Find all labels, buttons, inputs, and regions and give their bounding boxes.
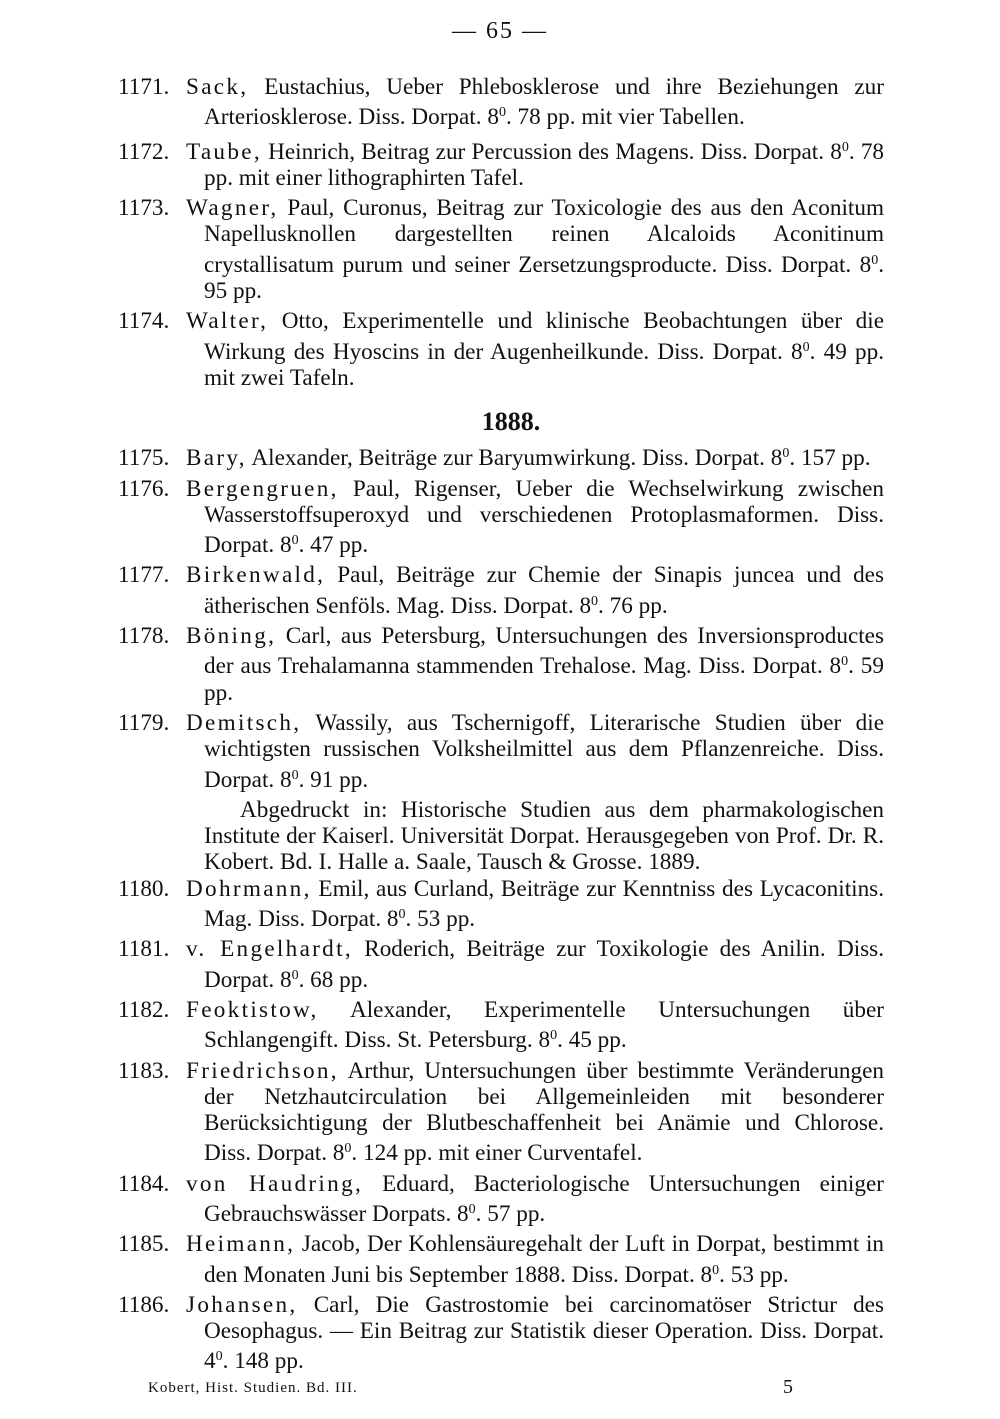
author-name: Bergengruen, bbox=[186, 475, 339, 502]
entry-text-end: . 45 pp. bbox=[557, 1027, 627, 1054]
bibliography-entry bbox=[118, 710, 884, 793]
entry-number: 1179. bbox=[118, 709, 170, 736]
author-name: Feoktistow, bbox=[186, 996, 319, 1023]
entry-text-end: . 53 pp. bbox=[719, 1261, 789, 1288]
footer-signature: Kobert, Hist. Studien. Bd. III. bbox=[148, 1380, 358, 1396]
entry-text: Eduard, Bacteriologische Untersuchungen einiger Gebrauchswässer Dorpats. 8 bbox=[204, 1170, 884, 1227]
entry-number: 1182. bbox=[118, 996, 170, 1023]
year-heading: 1888. bbox=[481, 407, 541, 437]
bibliography-entry bbox=[118, 997, 884, 1054]
entry-text: Paul, Curonus, Beitrag zur Toxicologie des aus den Aconitum Napellusknollen dargestellten reinen Alcaloids Aconitinum crystallisatum purum und seiner Zersetzungsproducte. Diss. Dorpat. 8 bbox=[204, 195, 884, 278]
entry-text-end: . 59 pp. bbox=[204, 653, 884, 706]
entry-text-end: . 78 pp. mit einer lithographirten Tafel. bbox=[204, 138, 885, 191]
degree-symbol: 0 bbox=[712, 1262, 720, 1278]
bibliography-entry bbox=[118, 876, 884, 933]
degree-symbol: 0 bbox=[291, 967, 299, 983]
entry-number: 1171. bbox=[118, 74, 170, 100]
entries-group-c bbox=[118, 876, 884, 1375]
entry-text-end: . 68 pp. bbox=[298, 966, 369, 993]
degree-symbol: 0 bbox=[498, 105, 506, 121]
entry-text-end: . 53 pp. bbox=[405, 906, 476, 933]
bibliography-entry bbox=[118, 1231, 884, 1288]
author-name: Wagner, bbox=[186, 195, 279, 222]
bibliography-entry bbox=[118, 1292, 884, 1375]
author-name: Bary, bbox=[186, 445, 247, 472]
entry-text: Wassily, aus Tschernigoff, Literarische Studien über die wichtigsten russischen Volksheilmittel aus dem Pflanzenreiche. Diss. Dorpat. 8 bbox=[204, 709, 884, 793]
author-name: Dohrmann, bbox=[186, 875, 312, 902]
entries-group-a bbox=[118, 74, 884, 391]
entry-text-end: . 124 pp. mit einer Curventafel. bbox=[351, 1140, 643, 1167]
bibliography-entry bbox=[118, 135, 884, 192]
entry-text: Carl, aus Petersburg, Untersuchungen des Inversionsproductes der aus Trehalamanna stammenden Trehalose. Mag. Diss. Dorpat. 8 bbox=[204, 623, 884, 680]
author-name: Birkenwald, bbox=[186, 562, 326, 589]
degree-symbol: 0 bbox=[550, 1028, 558, 1044]
author-name: von Haudring, bbox=[186, 1170, 364, 1197]
entry-text-end: . 49 pp. mit zwei Tafeln. bbox=[204, 338, 884, 391]
degree-symbol: 0 bbox=[468, 1201, 476, 1217]
entry-text: Alexander, Beiträge zur Baryumwirkung. Diss. Dorpat. 8 bbox=[246, 445, 783, 472]
entry-number: 1174. bbox=[118, 308, 170, 335]
entry-number: 1183. bbox=[118, 1057, 170, 1084]
entry-text: Paul, Beiträge zur Chemie der Sinapis juncea und des ätherischen Senföls. Mag. Diss. Dorpat. 8 bbox=[204, 562, 884, 619]
entry-text: Jacob, Der Kohlensäuregehalt der Luft in Dorpat, bestimmt in den Monaten Juni bis September 1888. Diss. Dorpat. 8 bbox=[204, 1231, 884, 1288]
entry-text-end: . 57 pp. bbox=[475, 1200, 546, 1227]
entry-text: Paul, Rigenser, Ueber die Wechselwirkung zwischen Wasserstoffsuperoxyd und verschiedenen Protoplasmaformen. Diss. Dorpat. 8 bbox=[204, 475, 884, 559]
entry-number: 1176. bbox=[118, 475, 170, 502]
degree-symbol: 0 bbox=[344, 1141, 352, 1157]
bibliography-entry bbox=[118, 623, 884, 706]
entry-number: 1186. bbox=[118, 1291, 170, 1318]
entry-text: Alexander, Experimentelle Untersuchungen über Schlangengift. Diss. St. Petersburg. 8 bbox=[204, 996, 884, 1054]
degree-symbol: 0 bbox=[841, 139, 849, 155]
entry-number: 1172. bbox=[118, 138, 170, 165]
entries-group-b bbox=[118, 441, 884, 793]
degree-symbol: 0 bbox=[841, 654, 849, 670]
entry-text: Eustachius, Ueber Phlebosklerose und ihre Beziehungen zur Arteriosklerose. Diss. Dorpat. 8 bbox=[204, 74, 884, 131]
entry-text: Arthur, Untersuchungen über bestimmte Veränderungen der Netzhautcirculation bei Allgemeinleiden mit besonderer Berücksichtigung der Blutbeschaffenheit bei Anämie und Chlorose. Diss. Dorpat. 8 bbox=[204, 1057, 884, 1167]
bibliography-list bbox=[118, 74, 884, 1379]
degree-symbol: 0 bbox=[291, 767, 299, 783]
entry-text-end: . 91 pp. bbox=[298, 766, 369, 793]
entry-number: 1175. bbox=[118, 445, 170, 472]
bibliography-entry bbox=[118, 195, 884, 304]
author-name: Demitsch, bbox=[186, 709, 302, 736]
author-name: Johansen, bbox=[186, 1291, 298, 1318]
entry-number: 1178. bbox=[118, 623, 170, 650]
bibliography-entry bbox=[118, 308, 884, 391]
entry-text: Carl, Die Gastrostomie bei carcinomatöser Strictur des Oesophagus. — Ein Beitrag zur Statistik dieser Operation. Diss. Dorpat. 4 bbox=[204, 1291, 884, 1375]
author-name: Taube, bbox=[186, 138, 262, 165]
entry-note: Abgedruckt in: Historische Studien aus dem pharmakologischen Institute der Kaiserl. Universität Dorpat. Herausgegeben von Prof. Dr. R. Kobert. Bd. I. Halle a. Saale, Tausch & Grosse. 1889. bbox=[204, 796, 884, 876]
footer-sheet-number: 5 bbox=[783, 1376, 793, 1398]
degree-symbol: 0 bbox=[802, 339, 810, 355]
bibliography-entry bbox=[118, 74, 884, 131]
author-name: v. Engelhardt, bbox=[186, 936, 353, 963]
degree-symbol: 0 bbox=[591, 593, 599, 609]
author-name: Friedrichson, bbox=[186, 1057, 339, 1084]
degree-symbol: 0 bbox=[291, 533, 299, 549]
entry-text-end: . 76 pp. bbox=[598, 592, 668, 619]
entry-text: Heinrich, Beitrag zur Percussion des Magens. Diss. Dorpat. 8 bbox=[261, 138, 842, 165]
page-number: — 65 — bbox=[452, 18, 548, 44]
entry-number: 1180. bbox=[118, 875, 170, 902]
entry-text: Emil, aus Curland, Beiträge zur Kenntniss des Lycaconitins. Mag. Diss. Dorpat. 8 bbox=[204, 875, 884, 933]
author-name: Böning, bbox=[186, 623, 277, 650]
bibliography-entry bbox=[118, 1171, 884, 1228]
bibliography-entry bbox=[118, 562, 884, 619]
entry-text-end: . 47 pp. bbox=[298, 532, 369, 559]
entry-text-end: . 148 pp. bbox=[222, 1348, 304, 1375]
bibliography-entry bbox=[118, 1058, 884, 1167]
bibliography-entry bbox=[118, 936, 884, 993]
entry-text-end: . 95 pp. bbox=[204, 251, 884, 305]
degree-symbol: 0 bbox=[398, 907, 406, 923]
degree-symbol: 0 bbox=[782, 446, 790, 462]
entry-number: 1185. bbox=[118, 1231, 170, 1258]
entry-text: Roderich, Beiträge zur Toxikologie des Anilin. Diss. Dorpat. 8 bbox=[204, 936, 885, 993]
entry-number: 1173. bbox=[118, 195, 170, 222]
bibliography-entry bbox=[118, 476, 884, 559]
entry-text-end: . 78 pp. mit vier Tabellen. bbox=[505, 104, 745, 131]
bibliography-entry bbox=[118, 441, 884, 471]
entry-number: 1177. bbox=[118, 562, 170, 589]
entry-text: Otto, Experimentelle und klinische Beobachtungen über die Wirkung des Hyoscins in der Augenheilkunde. Diss. Dorpat. 8 bbox=[204, 308, 884, 365]
entry-text-end: . 157 pp. bbox=[789, 445, 871, 472]
author-name: Heimann, bbox=[186, 1231, 296, 1258]
entry-number: 1181. bbox=[118, 936, 170, 963]
author-name: Walter, bbox=[186, 308, 269, 335]
entry-number: 1184. bbox=[118, 1170, 170, 1197]
degree-symbol: 0 bbox=[215, 1349, 223, 1365]
author-name: Sack, bbox=[186, 74, 249, 100]
degree-symbol: 0 bbox=[871, 252, 879, 268]
